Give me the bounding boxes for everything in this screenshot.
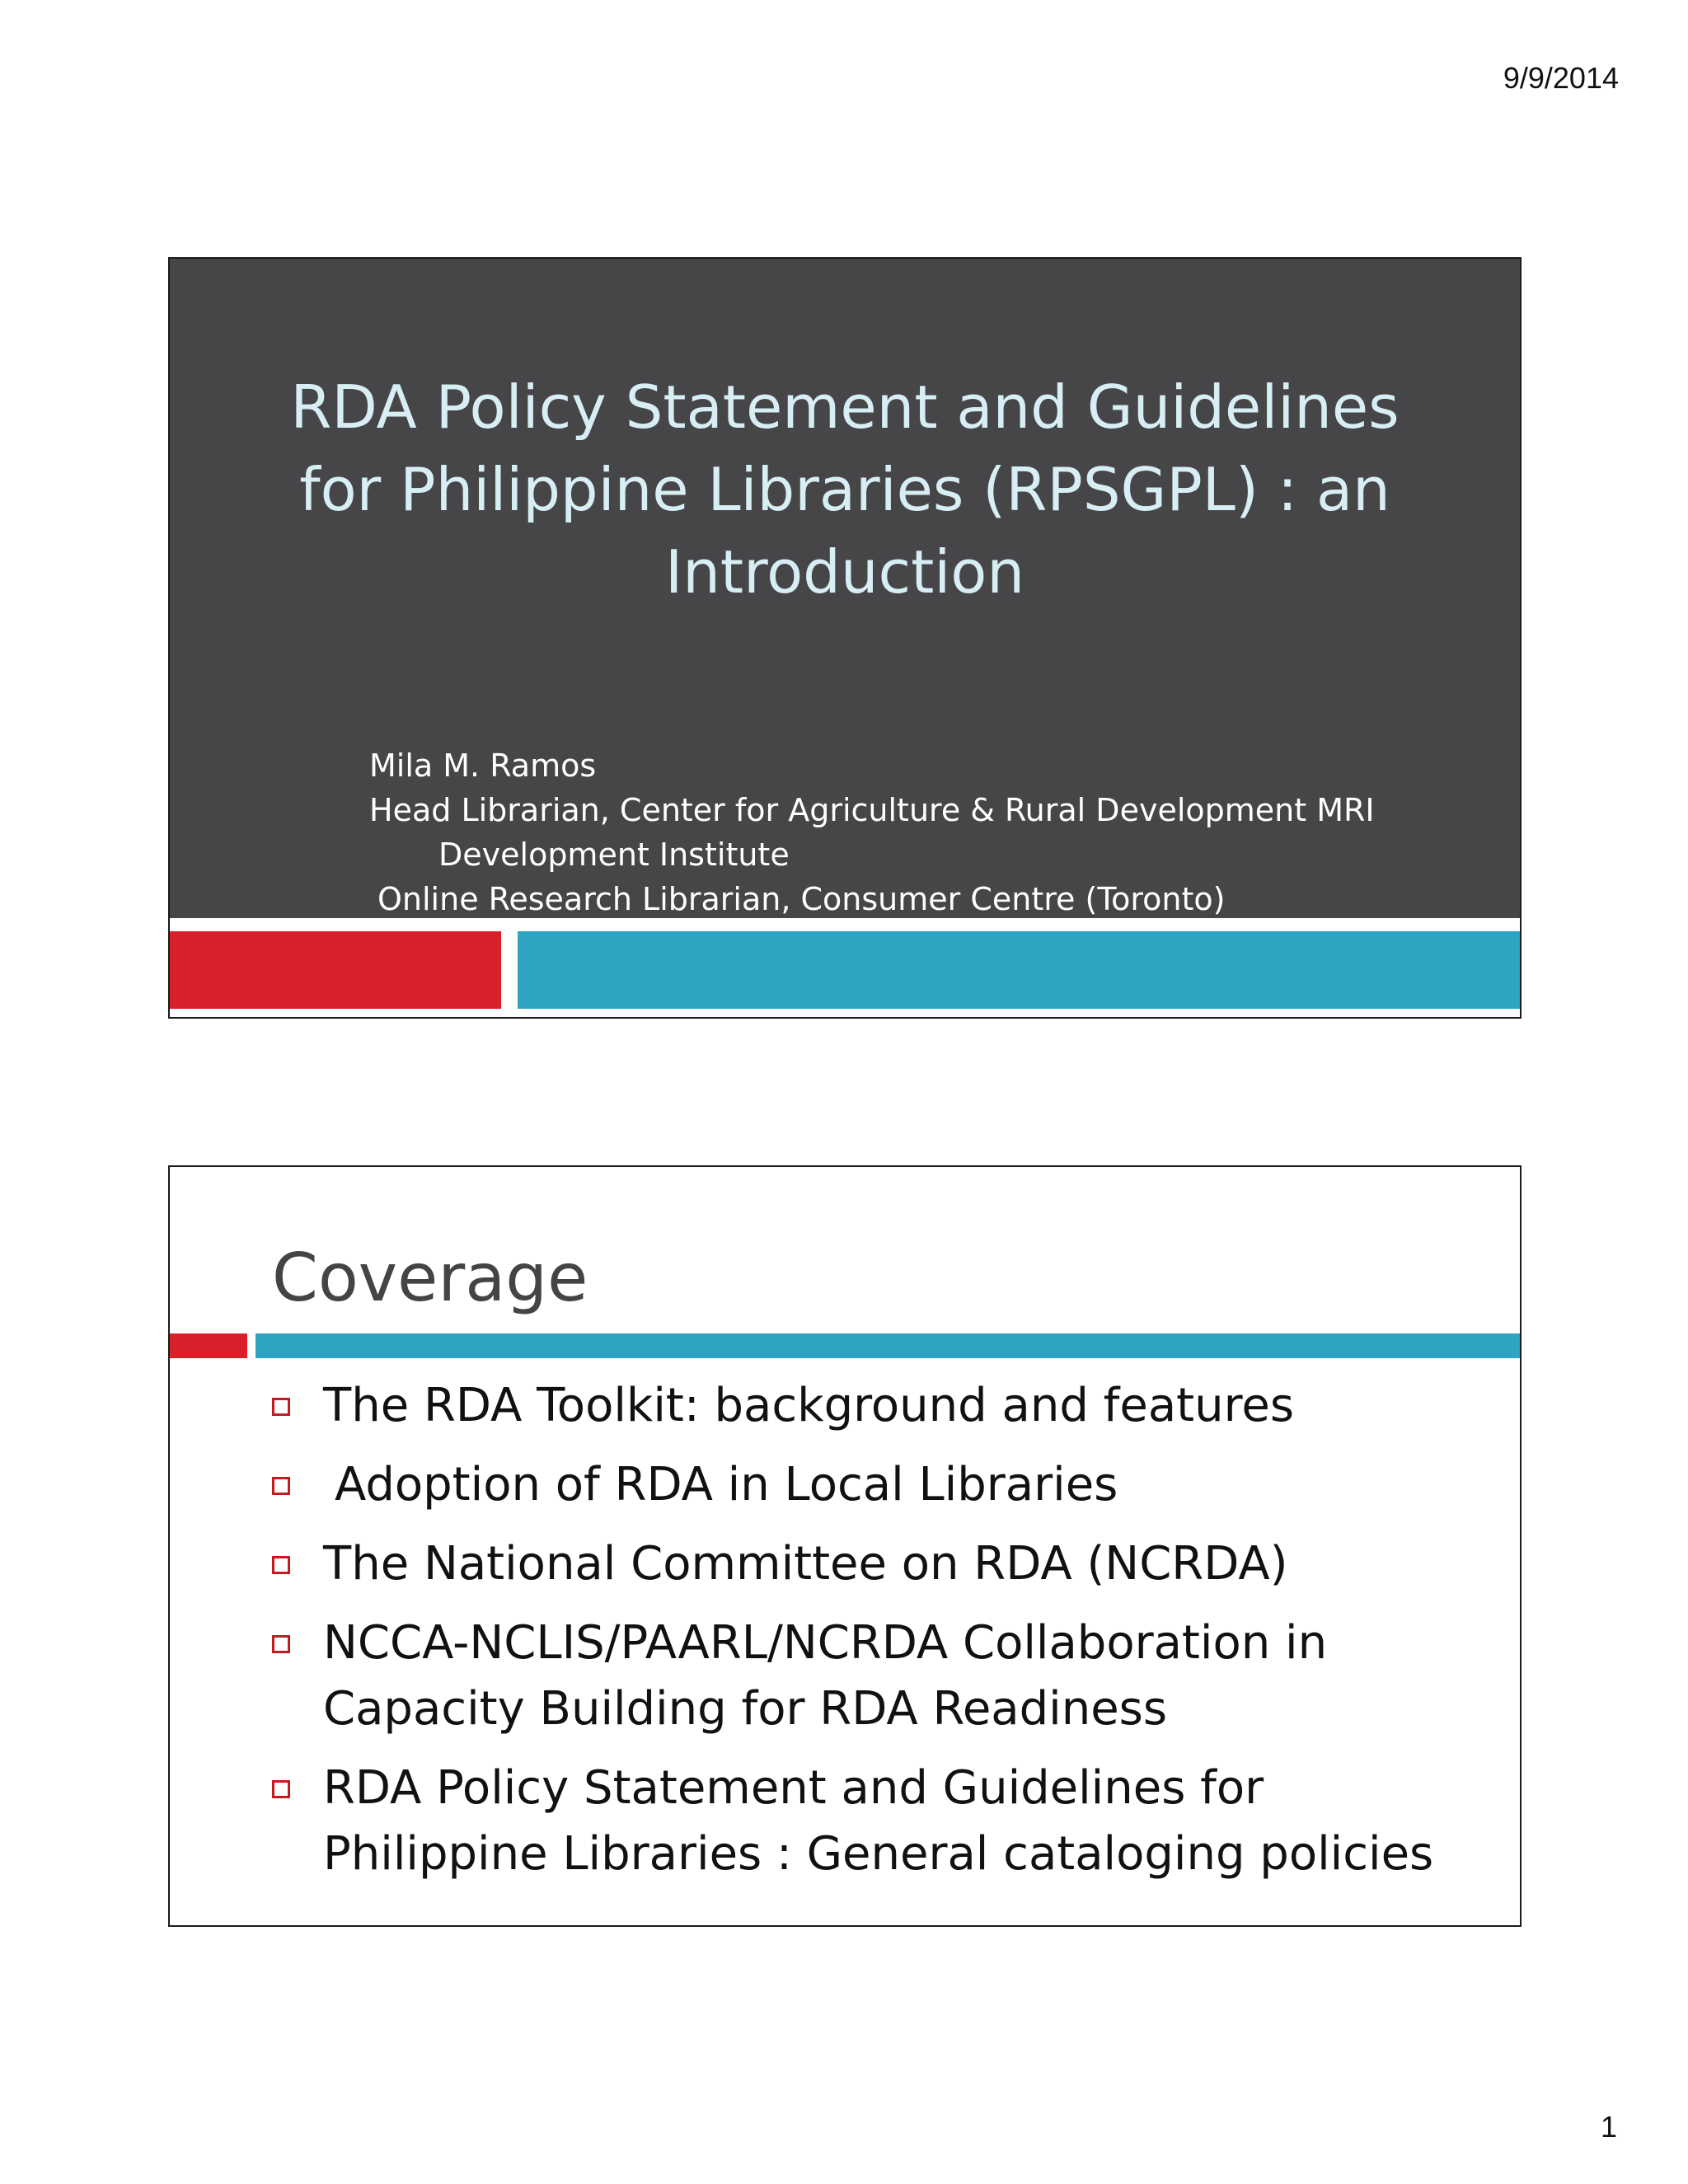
author-name: Mila M. Ramos: [369, 748, 597, 784]
list-item: [272, 1531, 1492, 1597]
list-item: [272, 1755, 1492, 1887]
hollow-square-bullet-icon: [272, 1780, 290, 1798]
slide-title-line: RDA Policy Statement and Guidelines: [290, 373, 1400, 442]
author-affiliation-continued: Development Institute: [438, 837, 790, 873]
page-date: 9/9/2014: [1503, 61, 1619, 95]
list-item-text: Adoption of RDA in Local Libraries: [335, 1458, 1118, 1511]
author-block: [369, 743, 1375, 921]
list-item-text: RDA Policy Statement and Guidelines for Philippine Libraries : General cataloging policies: [323, 1761, 1434, 1881]
slide-title-line: Introduction: [664, 537, 1025, 607]
list-item-text: The RDA Toolkit: background and features: [323, 1379, 1295, 1432]
coverage-slide: [168, 1165, 1522, 1927]
title-slide: [168, 257, 1522, 1019]
list-item-text: The National Committee on RDA (NCRDA): [323, 1537, 1288, 1591]
slide-heading: Coverage: [272, 1240, 588, 1316]
red-accent-tab: [170, 1333, 247, 1358]
author-affiliation: Head Librarian, Center for Agriculture & Rural Development MRI: [369, 792, 1375, 828]
hollow-square-bullet-icon: [272, 1556, 290, 1574]
list-item: [272, 1610, 1492, 1742]
hollow-square-bullet-icon: [272, 1477, 290, 1495]
red-accent-bar: [170, 931, 501, 1009]
hollow-square-bullet-icon: [272, 1635, 290, 1653]
author-affiliation-secondary: Online Research Librarian, Consumer Centre (Toronto): [377, 881, 1226, 917]
slide-title-line: for Philippine Libraries (RPSGPL) : an: [299, 455, 1390, 524]
teal-divider-line: [256, 1333, 1522, 1358]
list-item-text: NCCA-NCLIS/PAARL/NCRDA Collaboration in Capacity Building for RDA Readiness: [323, 1616, 1328, 1736]
page-number: 1: [1600, 2110, 1617, 2144]
list-item: [272, 1373, 1492, 1439]
list-item: [272, 1452, 1492, 1518]
teal-accent-bar: [518, 931, 1520, 1009]
slide-title: [170, 366, 1520, 613]
coverage-list: [272, 1373, 1492, 1900]
hollow-square-bullet-icon: [272, 1398, 290, 1416]
